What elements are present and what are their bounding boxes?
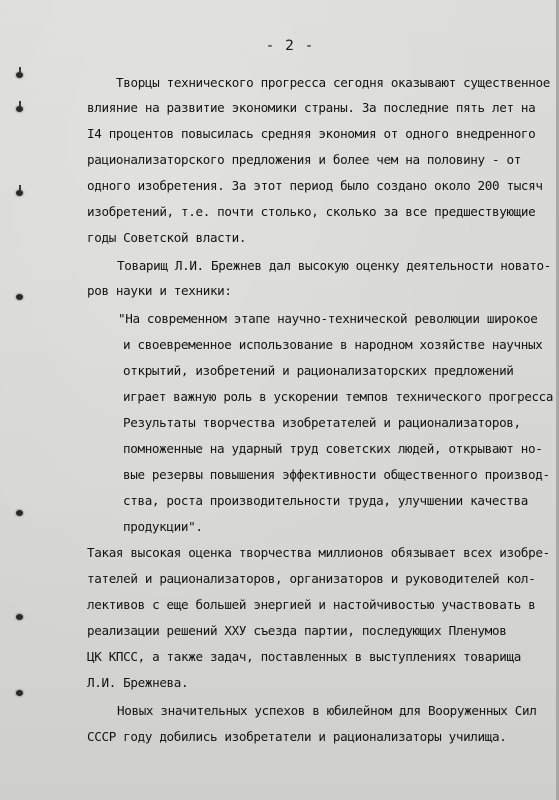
text-line: изобретений, т.е. почти столько, сколько за все предшествующие: [87, 204, 536, 219]
text-line: СССР году добились изобретатели и рационализаторы училища.: [87, 729, 507, 744]
quote-line: открытий, изобретений и рационализаторских предложений: [123, 363, 514, 378]
text-line: Такая высокая оценка творчества миллионов обязывает всех изобре-: [87, 545, 550, 560]
text-line: годы Советской власти.: [87, 230, 247, 245]
text-line: рационализаторского предложения и более чем на половину - от: [87, 152, 521, 167]
quote-line: "На современном этапе научно-технической революции широкое: [118, 311, 538, 326]
text-line: Л.И. Брежнева.: [87, 675, 189, 690]
quote-line: и своевременное использование в народном хозяйстве научных: [123, 337, 543, 352]
text-line: Творцы технического прогресса сегодня оказывают существенное: [116, 75, 550, 90]
binding-hole-mark: [16, 294, 23, 300]
text-line: Товарищ Л.И. Брежнев дал высокую оценку деятельности новато-: [117, 258, 551, 273]
text-line: Новых значительных успехов в юбилейном для Вооруженных Сил: [117, 703, 537, 718]
binding-hole-mark: [16, 614, 23, 620]
text-line: ЦК КПСС, а также задач, поставленных в выступлениях товарища: [87, 649, 521, 664]
text-line: I4 процентов повысилась средняя экономия от одного внедренного: [87, 126, 536, 141]
quote-line: помноженные на ударный труд советских людей, открывают но-: [123, 441, 543, 456]
text-line: ров науки и техники:: [87, 283, 232, 298]
text-line: тателей и рационализаторов, организаторов и руководителей кол-: [87, 571, 536, 586]
quote-line: продукции".: [123, 519, 203, 534]
quote-line: вые резервы повышения эффективности общественного производ-: [123, 467, 550, 482]
page-number: - 2 -: [265, 38, 315, 54]
binding-hole-mark: [16, 72, 23, 78]
binding-hole-mark: [16, 510, 23, 516]
text-line: реализации решений XXУ съезда партии, последующих Пленумов: [87, 623, 507, 638]
text-line: лективов с еще большей энергией и настойчивостью участвовать в: [87, 597, 536, 612]
quote-line: играет важную роль в ускорении темпов технического прогресса: [123, 389, 554, 404]
quote-line: Результаты творчества изобретателей и рационализаторов,: [123, 415, 521, 430]
text-line: влияние на развитие экономики страны. За последние пять лет на: [87, 100, 536, 115]
binding-hole-mark: [16, 690, 23, 696]
binding-hole-mark: [16, 106, 23, 112]
text-line: одного изобретения. За этот период было создано около 200 тысяч: [87, 178, 543, 193]
quote-line: ства, роста производительности труда, улучшении качества: [123, 493, 528, 508]
binding-hole-mark: [16, 190, 23, 196]
